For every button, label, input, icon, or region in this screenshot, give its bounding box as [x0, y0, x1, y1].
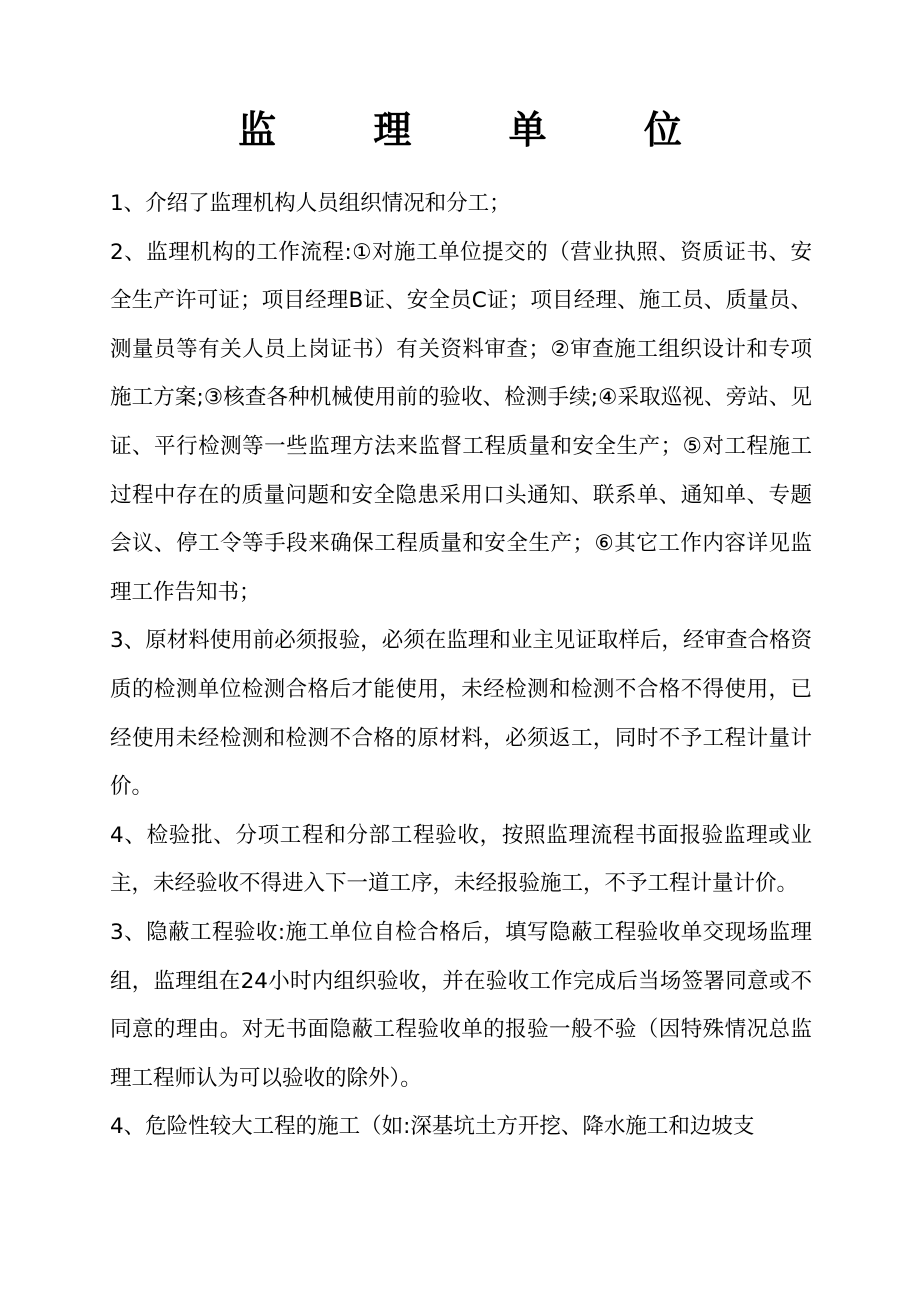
paragraph-4: 4、检验批、分项工程和分部工程验收，按照监理流程书面报验监理或业主，未经验收不得进入下一道工序，未经报验施工，不予工程计量计价。	[110, 822, 812, 897]
paragraph-5: 3、隐蔽工程验收:施工单位自检合格后，填写隐蔽工程验收单交现场监理组，监理组在24小时内组织验收，并在验收工作完成后当场签署同意或不同意的理由。对无书面隐蔽工程验收单的报验一般不验（因特殊情况总监理工程师认为可以验收的除外）。	[110, 919, 812, 1091]
paragraph-1: 1、介绍了监理机构人员组织情况和分工；	[110, 191, 511, 216]
page-title: 监 理 单 位	[238, 107, 724, 152]
document-body	[110, 180, 812, 1152]
paragraph-6: 4、危险性较大工程的施工（如:深基坑土方开挖、降水施工和边坡支	[110, 1114, 755, 1140]
paragraph-2: 2、监理机构的工作流程:①对施工单位提交的（营业执照、资质证书、安全生产许可证；项目经理B证、安全员C证；项目经理、施工员、质量员、测量员等有关人员上岗证书）有关资料审查；②审查施工组织设计和专项施工方案;③核查各种机械使用前的验收、检测手续;④采取巡视、旁站、见证、平行检测等一些监理方法来监督工程质量和安全生产；⑤对工程施工过程中存在的质量问题和安全隐患采用口头通知、联系单、通知单、专题会议、停工令等手段来确保工程质量和安全生产；⑥其它工作内容详见监理工作告知书；	[110, 239, 812, 605]
paragraph-3: 3、原材料使用前必须报验，必须在监理和业主见证取样后，经审查合格资质的检测单位检测合格后才能使用，未经检测和检测不合格不得使用，已经使用未经检测和检测不合格的原材料，必须返工，同时不予工程计量计价。	[110, 628, 812, 800]
